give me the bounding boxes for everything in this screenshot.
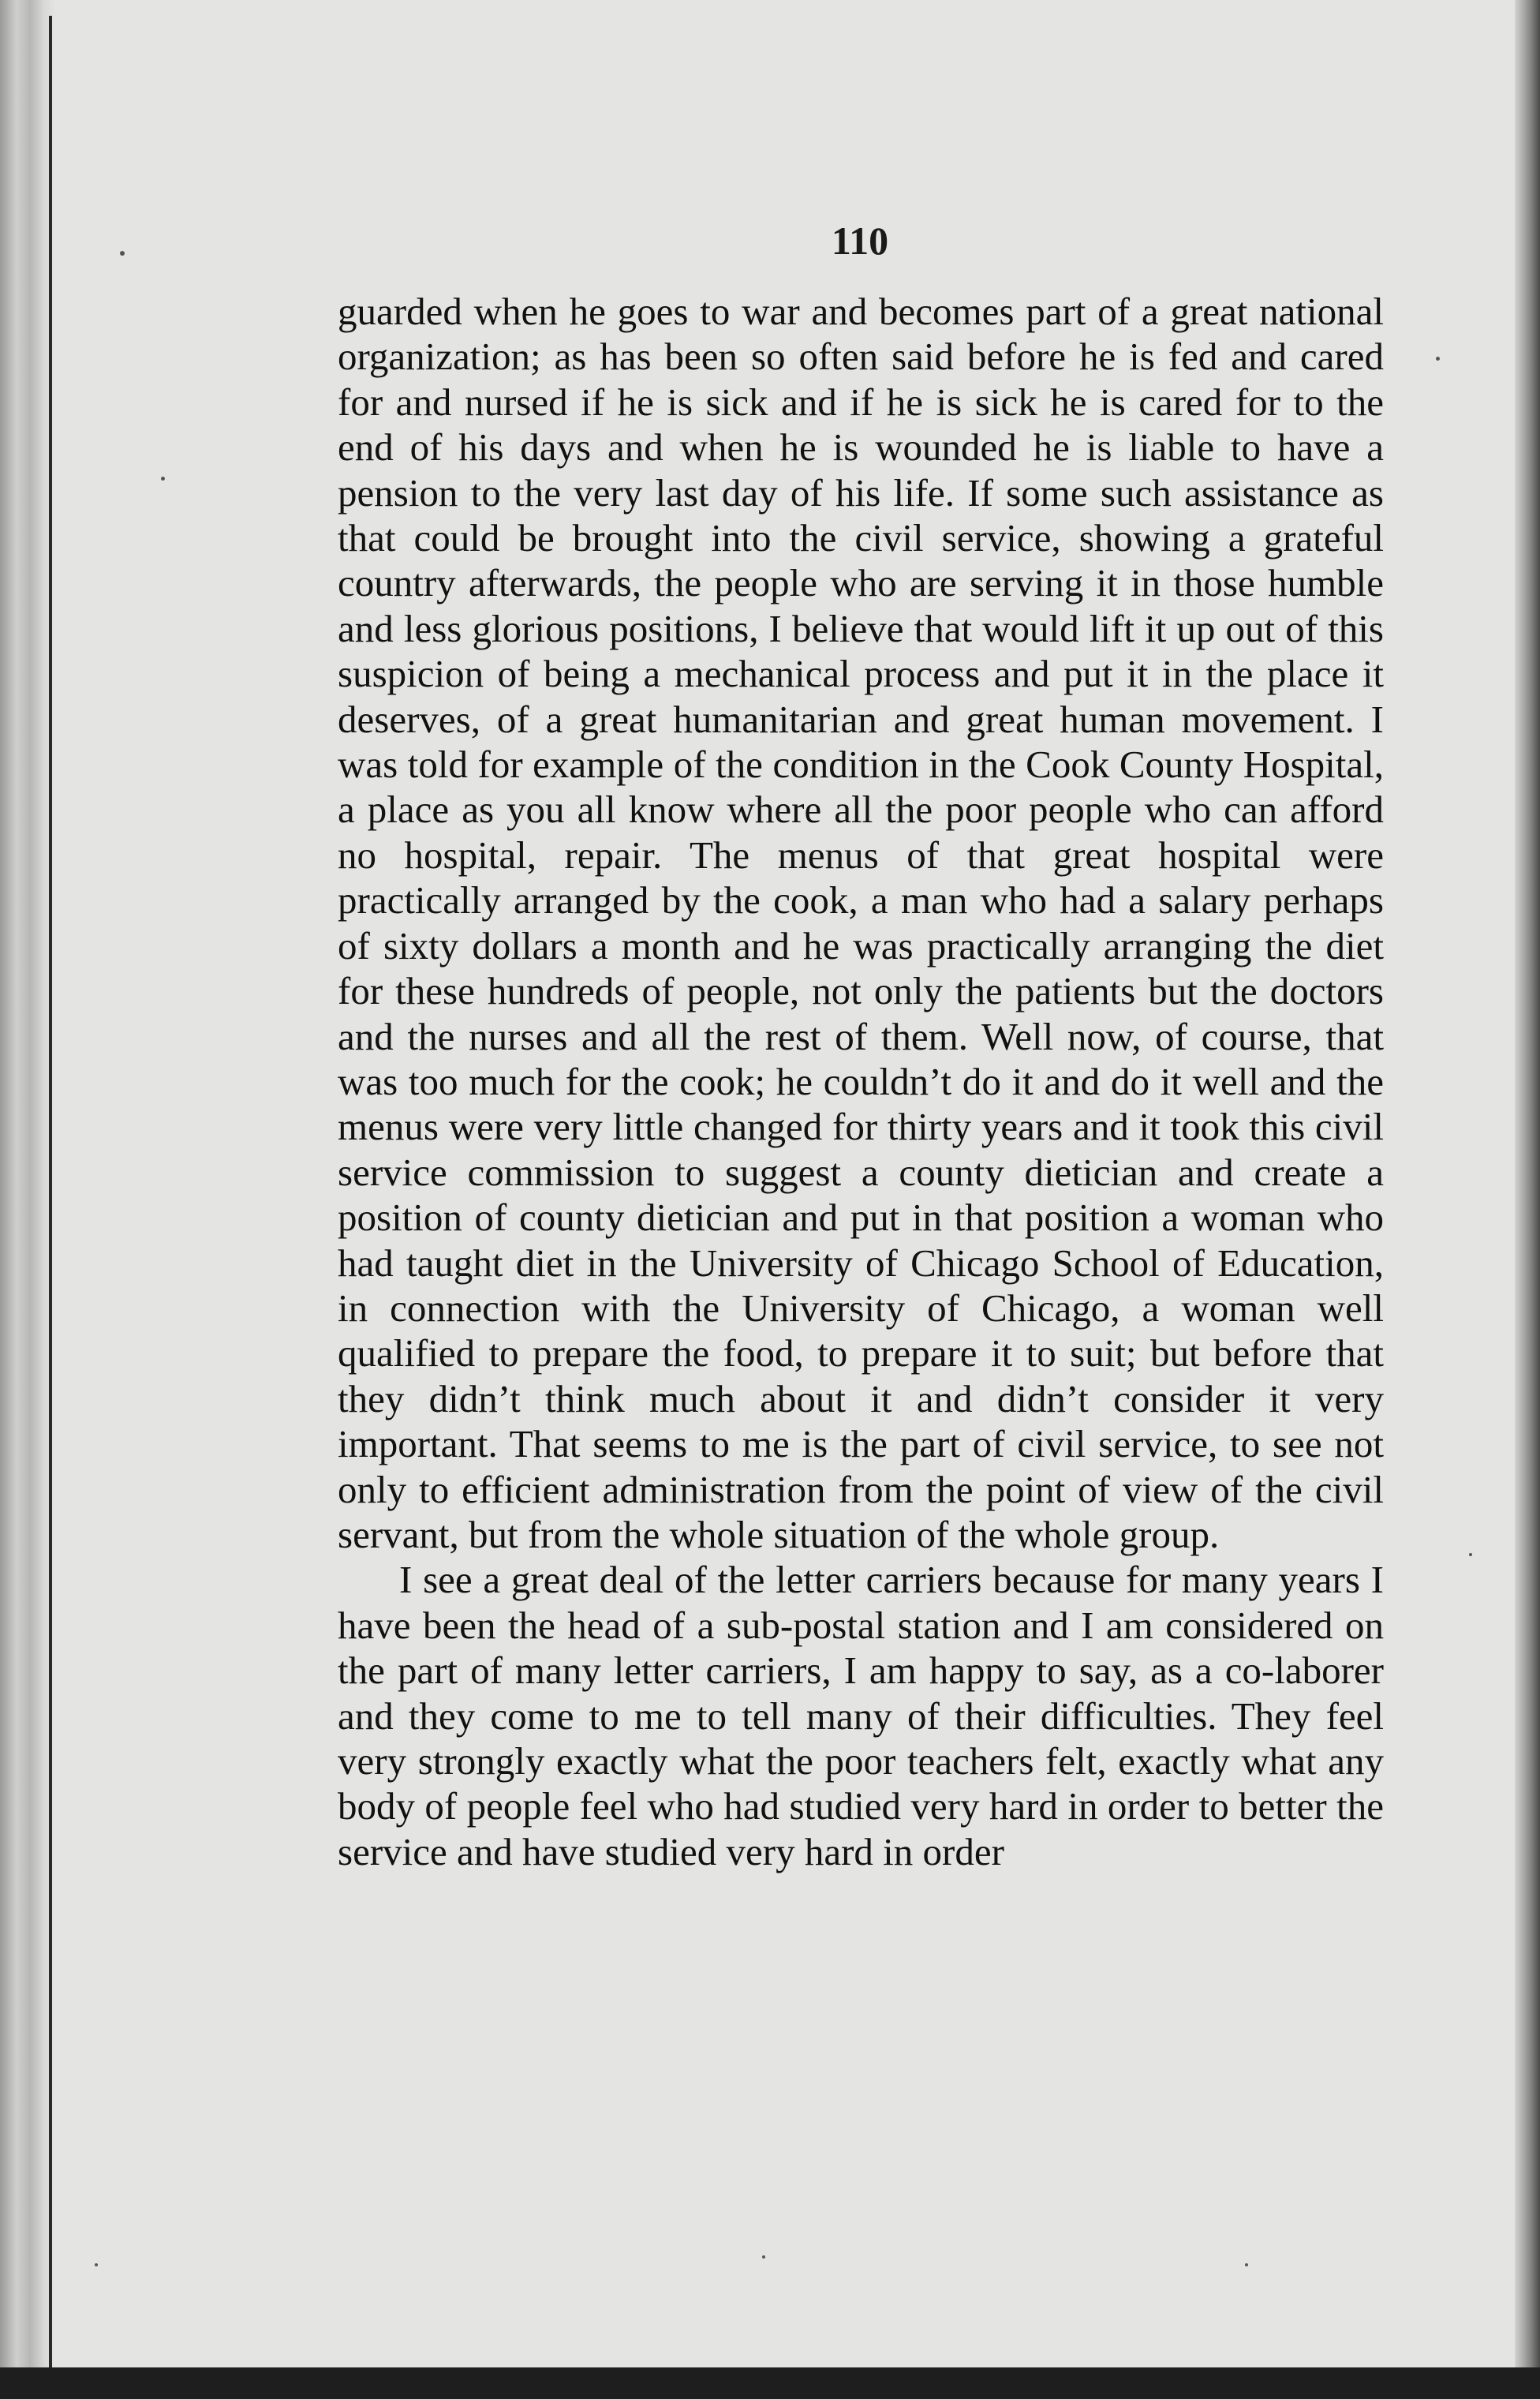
- scan-speck: [1245, 2263, 1248, 2266]
- bottom-page-edge-shadow: [0, 2367, 1540, 2399]
- body-text: [338, 289, 1384, 1874]
- scan-speck: [762, 2255, 765, 2259]
- paragraph-1: guarded when he goes to war and becomes part of a great national organization; as has been so often said before he is fed and cared for and nursed if he is sick and if he is sick he is cared for to the end of his days and when he is wounded he is liable to have a pension to the very last day of his life. If some such assistance as that could be brought into the civil service, showing a grateful country afterwards, the people who are serving it in those humble and less glorious positions, I believe that would lift it up out of this suspicion of being a mechanical process and put it in the place it deserves, of a great humanitarian and great human movement. I was told for example of the condition in the Cook County Hospital, a place as you all know where all the poor people who can afford no hospital, repair. The menus of that great hospital were practically arranged by the cook, a man who had a salary perhaps of sixty dollars a month and he was practically arranging the diet for these hundreds of people, not only the patients but the doctors and the nurses and all the rest of them. Well now, of course, that was too much for the cook; he couldn’t do it and do it well and the menus were very little changed for thirty years and it took this civil service commission to suggest a county dietician and create a position of county dietician and put in that position a woman who had taught diet in the University of Chicago School of Education, in connection with the University of Chicago, a woman well qualified to prepare the food, to prepare it to suit; but before that they didn’t think much about it and didn’t consider it very important. That seems to me is the part of civil service, to see not only to efficient administration from the point of view of the civil servant, but from the whole situation of the whole group.: [338, 290, 1384, 1556]
- scan-speck: [95, 2263, 98, 2266]
- gutter-line: [49, 16, 52, 2383]
- book-spine-edge: [0, 0, 55, 2399]
- paragraph-2: I see a great deal of the letter carriers because for many years I have been the head of a sub-postal station and I am considered on the part of many letter carriers, I am happy to say, as a co-laborer and they come to me to tell many of their difficulties. They feel very strongly exactly what the poor teachers felt, exactly what any body of people feel who had studied very hard in order to better the service and have studied very hard in order: [338, 1558, 1384, 1873]
- right-page-edge-shadow: [1515, 0, 1540, 2399]
- scan-speck: [1436, 357, 1440, 361]
- page-number: 110: [831, 219, 889, 263]
- scan-speck: [1469, 1553, 1472, 1556]
- scan-speck: [161, 477, 165, 481]
